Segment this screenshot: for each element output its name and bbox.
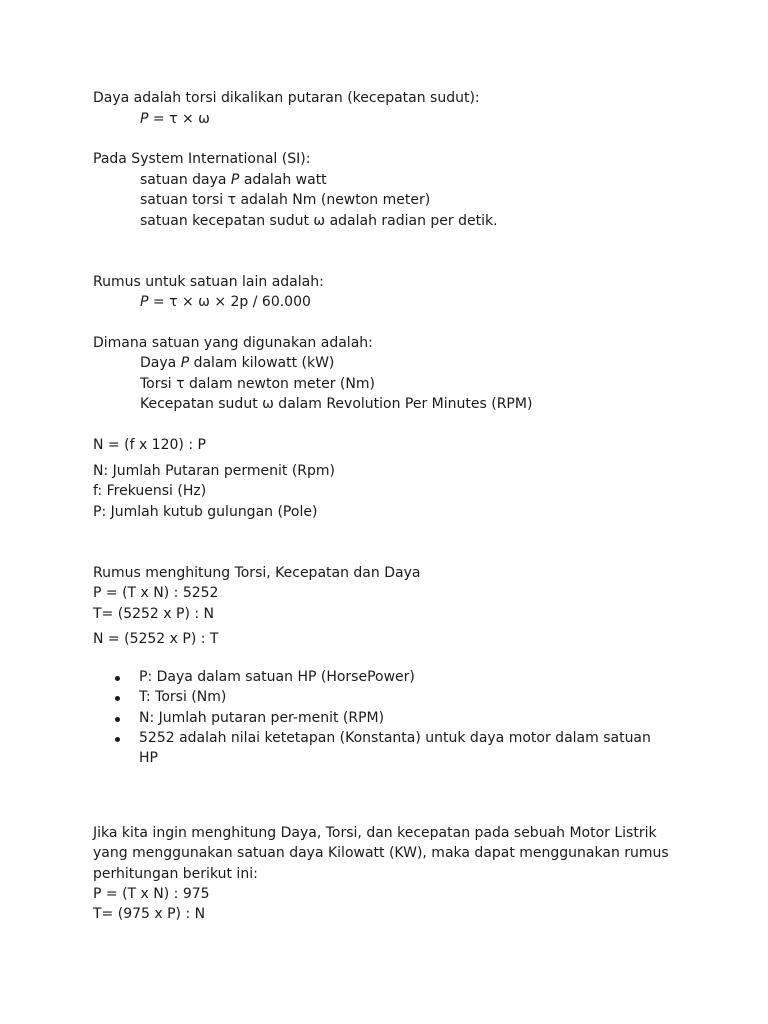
var-p: P [180, 355, 190, 371]
intro-text: Daya adalah torsi dikalikan putaran (kecepatan sudut): [93, 90, 480, 106]
bullet-dot [115, 696, 120, 701]
si-heading: Pada System International (SI): [93, 151, 311, 167]
formula-power-kw: P = (T x N) : 975 [93, 886, 210, 902]
si-unit-speed: satuan kecepatan sudut ω adalah radian per detik. [140, 213, 498, 229]
kw-paragraph-line2: yang menggunakan satuan daya Kilowatt (KW), maka dapat menggunakan rumus [93, 845, 669, 861]
unit-speed-rpm: Kecepatan sudut ω dalam Revolution Per Minutes (RPM) [140, 396, 533, 412]
bullet-item-power: P: Daya dalam satuan HP (HorsePower) [139, 669, 415, 685]
bullet-item-constant-cont: HP [139, 750, 158, 766]
torque-speed-power-heading: Rumus menghitung Torsi, Kecepatan dan Daya [93, 565, 421, 581]
var-p: P [230, 172, 240, 188]
units-used-heading: Dimana satuan yang digunakan adalah: [93, 335, 373, 351]
bullet-dot [115, 717, 120, 722]
other-units-heading: Rumus untuk satuan lain adalah: [93, 274, 324, 290]
unit-torque-nm: Torsi τ dalam newton meter (Nm) [140, 376, 375, 392]
def-n: N: Jumlah Putaran permenit (Rpm) [93, 463, 336, 479]
formula-power [140, 110, 210, 128]
unit-power-kw-post: dalam kilowatt (kW) [189, 355, 335, 371]
bullet-dot [115, 737, 120, 742]
formula-torque-kw: T= (975 x P) : N [93, 906, 206, 922]
bullet-item-constant: 5252 adalah nilai ketetapan (Konstanta) untuk daya motor dalam satuan [139, 730, 651, 746]
formula-torque-hp: T= (5252 x P) : N [93, 606, 215, 622]
formula-other-units [140, 293, 311, 311]
var-p: P [140, 294, 149, 310]
bullet-dot [115, 676, 120, 681]
def-f: f: Frekuensi (Hz) [93, 483, 207, 499]
si-unit-power-post: adalah watt [239, 172, 327, 188]
si-unit-power-pre: satuan daya [140, 172, 231, 188]
kw-paragraph-line3: perhitungan berikut ini: [93, 866, 258, 882]
kw-paragraph-line1: Jika kita ingin menghitung Daya, Torsi, dan kecepatan pada sebuah Motor Listrik [93, 825, 657, 841]
bullet-item-speed: N: Jumlah putaran per-menit (RPM) [139, 710, 385, 726]
si-unit-power [140, 171, 327, 189]
formula-power-hp: P = (T x N) : 5252 [93, 585, 219, 601]
var-p: P [140, 111, 149, 127]
bullet-item-torque: T: Torsi (Nm) [139, 689, 227, 705]
formula-power-rest: = τ × ω [148, 111, 210, 127]
unit-power-kw [140, 354, 334, 372]
formula-other-units-rest: = τ × ω × 2p / 60.000 [148, 294, 311, 310]
formula-speed-hp: N = (5252 x P) : T [93, 631, 219, 647]
si-unit-torque: satuan torsi τ adalah Nm (newton meter) [140, 192, 431, 208]
formula-rpm: N = (f x 120) : P [93, 437, 206, 453]
def-p: P: Jumlah kutub gulungan (Pole) [93, 504, 318, 520]
unit-power-kw-pre: Daya [140, 355, 181, 371]
